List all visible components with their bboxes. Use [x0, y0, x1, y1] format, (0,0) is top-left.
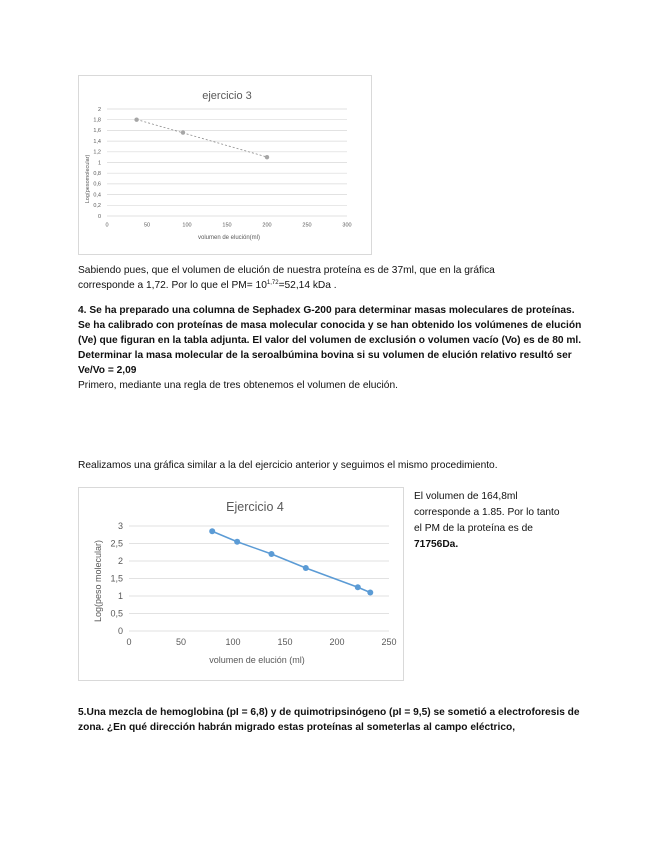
c2-x-tick-label: 100 — [225, 637, 241, 647]
chart-ejercicio-4 — [78, 487, 404, 681]
c1-x-tick-label: 300 — [342, 222, 352, 229]
chart2-x-axis-label: volumen de elución (ml) — [209, 655, 305, 665]
c2-data-point — [355, 584, 361, 590]
paragraph-step-1: Primero, mediante una regla de tres obtenemos el volumen de elución. — [78, 380, 398, 391]
c2-y-tick-label: 1 — [117, 591, 123, 601]
p1-exponent: 1,72 — [266, 280, 279, 286]
chart2-title: Ejercicio 4 — [226, 500, 284, 514]
chart2-y-axis-label: Log(peso molecular) — [93, 539, 103, 623]
c2-y-tick-label: 0 — [117, 626, 123, 636]
side-note — [414, 489, 584, 553]
chart1-trendline — [137, 119, 267, 157]
c2-y-tick-label: 2 — [117, 556, 123, 566]
chart-ejercicio-3-svg — [79, 76, 371, 254]
c1-y-tick-label: 2 — [97, 106, 101, 113]
c1-x-tick-label: 150 — [222, 222, 232, 229]
c1-data-point — [181, 130, 185, 134]
question-5: 5.Una mezcla de hemoglobina (pI = 6,8) y de quimotripsinógeno (pI = 9,5) se sometió a electroforesis de zona. ¿En qué dirección habrán migrado estas proteínas al someterlas al campo eléctrico, — [78, 707, 580, 733]
question-4: 4. Se ha preparado una columna de Sephadex G-200 para determinar masas moleculares de proteínas. Se ha calibrado con proteínas de masa molecular conocida y se han obtenido los volúmenes de elución (Ve) que figuran en la tabla adjunta. El valor del volumen de exclusión o volumen vacío (Vo) es de 80 ml. Determinar la masa molecular de la seroalbúmina bovina si su volumen de elución relativo resultó ser Ve/Vo = 2,09 — [78, 305, 582, 376]
c1-x-tick-label: 100 — [182, 222, 192, 229]
c1-x-tick-label: 50 — [143, 222, 151, 229]
c1-y-tick-label: 0,4 — [93, 192, 101, 199]
chart2-x-ticks — [126, 637, 396, 647]
paragraph-step-2: Realizamos una gráfica similar a la del ejercicio anterior y seguimos el mismo procedimiento. — [78, 460, 498, 471]
c1-y-tick-label: 1,4 — [93, 138, 101, 145]
c2-y-tick-label: 0,5 — [110, 608, 123, 619]
c2-x-tick-label: 250 — [381, 637, 397, 647]
c1-y-tick-label: 1,8 — [93, 117, 101, 124]
chart-ejercicio-3 — [78, 75, 372, 255]
side-line-4: 71756Da. — [414, 539, 459, 550]
c1-y-tick-label: 1,2 — [93, 149, 101, 156]
side-line-2: corresponde a 1.85. Por lo tanto — [414, 507, 560, 518]
c1-y-tick-label: 0,6 — [93, 181, 101, 188]
c1-y-tick-label: 0,2 — [93, 203, 101, 210]
p1-line2-b: =52,14 kDa . — [278, 280, 337, 291]
chart1-gridlines — [107, 109, 347, 216]
c2-data-point — [303, 565, 309, 571]
c2-x-tick-label: 150 — [277, 637, 293, 647]
chart1-x-ticks — [105, 223, 351, 229]
chart1-title: ejercicio 3 — [202, 90, 252, 102]
p1-line2-a: corresponde a 1,72. Por lo que el PM= 10 — [78, 280, 267, 291]
c1-y-tick-label: 0,8 — [93, 171, 101, 178]
c2-data-point — [209, 528, 215, 534]
chart2-gridlines — [129, 526, 389, 631]
c1-x-tick-label: 200 — [262, 222, 272, 229]
paragraph-result-3 — [78, 263, 583, 293]
chart1-y-ticks — [93, 107, 101, 220]
c1-x-tick-label: 0 — [105, 222, 109, 229]
chart1-points — [134, 118, 269, 160]
c2-x-tick-label: 50 — [175, 637, 187, 647]
c2-data-point — [268, 551, 274, 557]
c2-y-tick-label: 2,5 — [110, 538, 123, 549]
chart1-x-axis-label: volumen de elución(ml) — [197, 235, 261, 241]
c1-y-tick-label: 1 — [97, 160, 101, 167]
chart1-y-axis-label: Log(pesomolecular) — [85, 154, 91, 204]
side-line-1: El volumen de 164,8ml — [414, 491, 518, 502]
c2-x-tick-label: 200 — [329, 637, 345, 647]
p1-line1: Sabiendo pues, que el volumen de elución de nuestra proteína es de 37ml, que en la gráfica — [78, 265, 495, 276]
c1-data-point — [134, 118, 138, 122]
c1-data-point — [265, 155, 269, 159]
c2-y-tick-label: 3 — [117, 521, 123, 531]
c2-data-point — [234, 539, 240, 545]
chart2-y-ticks — [110, 521, 123, 636]
c1-y-tick-label: 0 — [97, 213, 101, 220]
side-line-3: el PM de la proteína es de — [414, 523, 533, 534]
c1-y-tick-label: 1,6 — [93, 128, 101, 135]
c2-data-point — [367, 590, 373, 596]
chart-ejercicio-4-svg — [79, 488, 403, 680]
c2-y-tick-label: 1,5 — [110, 573, 123, 584]
c2-x-tick-label: 0 — [126, 637, 132, 647]
c1-x-tick-label: 250 — [302, 222, 312, 229]
